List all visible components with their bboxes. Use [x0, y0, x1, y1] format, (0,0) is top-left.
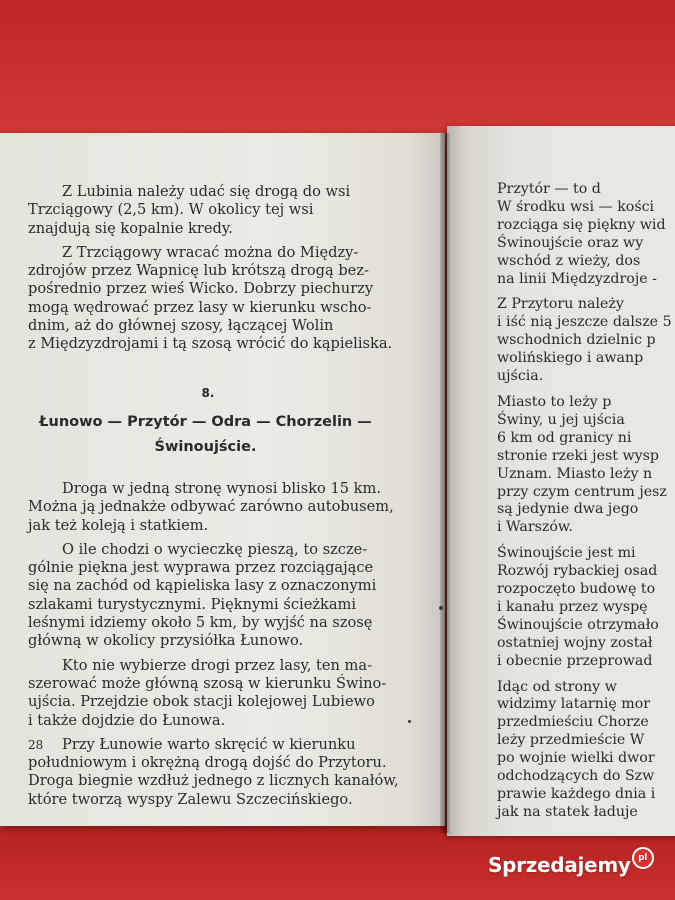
- text-line: i iść nią jeszcze dalsze 5: [497, 314, 672, 331]
- text-line: stronie rzeki jest wysp: [497, 447, 659, 464]
- text-line: [497, 386, 672, 394]
- text-line: odchodzących do Szw: [497, 768, 655, 785]
- text-line: Uznam. Miasto leży n: [497, 465, 653, 482]
- text-line: Droga w jedną stronę wynosi blisko 15 km.: [62, 479, 381, 497]
- text-line: i także dojdzie do Łunowa.: [28, 711, 226, 729]
- text-line: i kanału przez wyspę: [497, 598, 648, 615]
- text-line: Świny, u jej ujścia: [497, 411, 625, 428]
- section-number: 8.: [201, 385, 215, 400]
- text-line: gólnie piękna jest wyprawa przez rozciągające: [28, 559, 374, 577]
- text-line: i Warszów.: [497, 519, 573, 536]
- text-line: szerować może główną szosą w kierunku Świno-: [28, 674, 387, 692]
- text-line: rozpoczęto budowę to: [497, 581, 656, 598]
- text-line: Można ją jednakże odbywać zarówno autobusem,: [28, 498, 394, 516]
- paragraph: [28, 243, 393, 354]
- text-line: [497, 671, 672, 679]
- watermark-suffix: pl: [632, 847, 654, 869]
- text-line: O ile chodzi o wycieczkę pieszą, to szcze-: [62, 540, 368, 558]
- text-line: dnim, aż do głównej szosy, łączącej Wolin: [28, 317, 334, 335]
- text-line: na linii Międzyzdroje -: [497, 270, 657, 287]
- text-line: szlakami turystycznymi. Pięknymi ścieżkami: [28, 595, 357, 613]
- text-line: Świnoujście otrzymało: [497, 616, 659, 633]
- text-line: Kto nie wybierze drogi przez lasy, ten ma-: [62, 656, 373, 674]
- text-line: leśnymi idziemy około 5 km, by wyjść na szosę: [28, 614, 373, 632]
- text-line: które tworzą wyspy Zalewu Szczecińskiego.: [28, 790, 353, 808]
- text-line: jak na statek ładuje: [497, 803, 638, 820]
- section-title-line-1: Łunowo — Przytór — Odra — Chorzelin —: [39, 413, 372, 430]
- text-line: wolińskiego i awanp: [497, 350, 644, 367]
- section-title-line-2: Świnoujście.: [154, 438, 257, 455]
- text-line: rozciąga się piękny wid: [497, 216, 666, 233]
- text-line: wschodnich dzielnic p: [497, 332, 656, 349]
- text-line: są jedynie dwa jego: [497, 501, 639, 518]
- paragraph: [28, 183, 388, 238]
- text-line: prawie każdego dnia i: [497, 786, 656, 802]
- text-line: Przytór — to d: [497, 181, 601, 197]
- text-line: znajdują się kopalnie kredy.: [28, 219, 233, 237]
- watermark-text: Sprzedajemy: [488, 853, 631, 877]
- section-title: [28, 410, 383, 460]
- text-line: się na zachód od kąpieliska lasy z oznaczonymi: [28, 577, 377, 595]
- right-book-page: [447, 126, 675, 836]
- text-line: i obecnie przeprowad: [497, 652, 653, 669]
- text-line: Przy Łunowie warto skręcić w kierunku: [62, 735, 356, 753]
- text-line: Trzciągowy (2,5 km). W okolicy tej wsi: [28, 201, 314, 219]
- text-line: przy czym centrum jesz: [497, 483, 667, 500]
- text-line: W środku wsi — kości: [497, 198, 655, 215]
- text-line: główną w okolicy przysiółka Łunowo.: [28, 632, 304, 650]
- text-line: zdrojów przez Wapnicę lub krótszą drogą bez-: [28, 262, 369, 280]
- text-line: pośrednio przez wieś Wicko. Dobrzy piechurzy: [28, 280, 374, 298]
- text-line: [497, 288, 672, 296]
- text-line: po wojnie wielki dwor: [497, 750, 655, 767]
- text-line: mogą wędrować przez lasy w kierunku wscho-: [28, 298, 372, 316]
- text-line: 6 km od granicy ni: [497, 429, 632, 446]
- text-line: ujścia.: [497, 368, 544, 385]
- text-line: widzimy latarnię mor: [497, 696, 651, 713]
- page-number: 28: [28, 738, 44, 752]
- text-line: Rozwój rybackiej osad: [497, 563, 658, 580]
- text-line: Idąc od strony w: [497, 678, 617, 695]
- paper-speck: [408, 720, 411, 723]
- paragraph: [28, 479, 394, 535]
- text-line: Z Lubinia należy udać się drogą do wsi: [62, 183, 351, 200]
- paragraph: [28, 541, 388, 651]
- text-line: Miasto to leży p: [497, 393, 612, 410]
- paragraph: [28, 657, 388, 730]
- text-line: ujścia. Przejdzie obok stacji kolejowej Lubiewo: [28, 693, 375, 711]
- text-line: południowym i okrężną drogą dojść do Przytoru.: [28, 754, 387, 772]
- text-line: Droga biegnie wzdłuż jednego z licznych kanałów,: [28, 772, 399, 790]
- watermark-logo: [488, 845, 654, 885]
- text-line: ostatniej wojny został: [497, 634, 653, 651]
- text-line: Z Trzciągowy wracać można do Między-: [62, 243, 359, 261]
- text-line: przedmieściu Chorze: [497, 714, 649, 731]
- paper-speck: [439, 606, 443, 610]
- text-line: Świnoujście oraz wy: [497, 234, 644, 251]
- text-line: z Międzyzdrojami i tą szosą wrócić do kąpieliska.: [28, 335, 393, 353]
- book-gutter: [440, 133, 450, 833]
- paragraph: [28, 735, 399, 809]
- text-line: leży przedmieście W: [497, 732, 645, 749]
- right-page-text: [497, 181, 672, 822]
- text-line: jak też koleją i statkiem.: [28, 516, 209, 534]
- text-line: wschód z wieży, dos: [497, 252, 641, 269]
- text-line: Świnoujście jest mi: [497, 545, 636, 562]
- left-page-text: [28, 183, 399, 815]
- text-line: Z Przytoru należy: [497, 296, 624, 313]
